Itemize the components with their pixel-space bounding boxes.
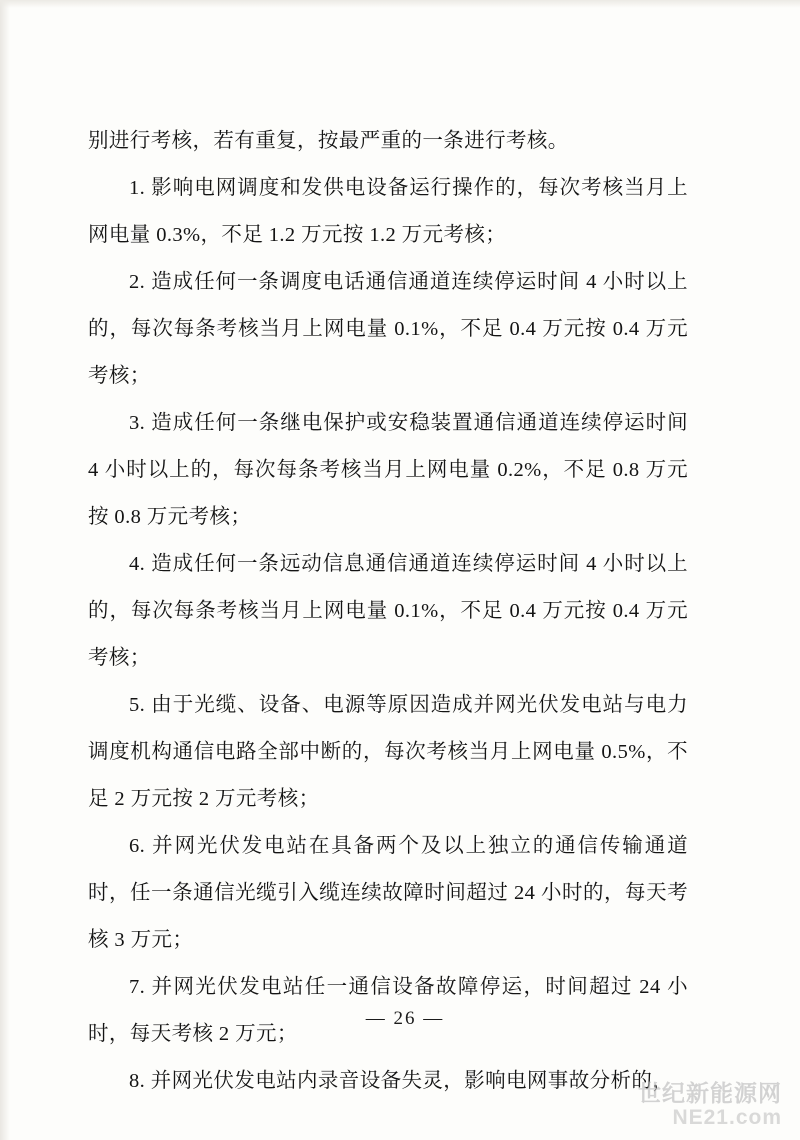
page-footer (0, 1008, 800, 1030)
watermark-site-url: NE21.com (672, 1106, 782, 1129)
paragraph-item-3: 3. 造成任何一条继电保护或安稳装置通信通道连续停运时间 4 小时以上的，每次每条考核当月上网电量 0.2%，不足 0.8 万元按 0.8 万元考核； (88, 412, 688, 528)
paragraph-item-4: 4. 造成任何一条远动信息通信通道连续停运时间 4 小时以上的，每次每条考核当月上网电量 0.1%，不足 0.4 万元按 0.4 万元考核； (88, 553, 688, 669)
page-number: — 26 — (365, 1008, 445, 1029)
paragraph-item-8: 8. 并网光伏发电站内录音设备失灵，影响电网事故分析的， (129, 1070, 674, 1092)
paragraph-item-7: 7. 并网光伏发电站任一通信设备故障停运，时间超过 24 小时，每天考核 2 万元； (88, 976, 688, 1045)
paragraph-item-1: 1. 影响电网调度和发供电设备运行操作的，每次考核当月上网电量 0.3%，不足 1.2 万元按 1.2 万元考核； (88, 177, 688, 246)
watermark (638, 1080, 782, 1130)
paragraph-item-5: 5. 由于光缆、设备、电源等原因造成并网光伏发电站与电力调度机构通信电路全部中断的，每次考核当月上网电量 0.5%，不足 2 万元按 2 万元考核； (88, 694, 688, 810)
paragraph-lead: 别进行考核，若有重复，按最严重的一条进行考核。 (88, 130, 569, 152)
watermark-site-name: 世纪新能源网 (638, 1080, 782, 1106)
scan-edge-top (0, 0, 800, 8)
paragraph-item-2: 2. 造成任何一条调度电话通信通道连续停运时间 4 小时以上的，每次每条考核当月上网电量 0.1%，不足 0.4 万元按 0.4 万元考核； (88, 271, 688, 387)
document-body (88, 118, 688, 1105)
scan-edge-left (0, 0, 10, 1140)
paragraph-item-6: 6. 并网光伏发电站在具备两个及以上独立的通信传输通道时，任一条通信光缆引入缆连续故障时间超过 24 小时的，每天考核 3 万元； (88, 835, 688, 951)
